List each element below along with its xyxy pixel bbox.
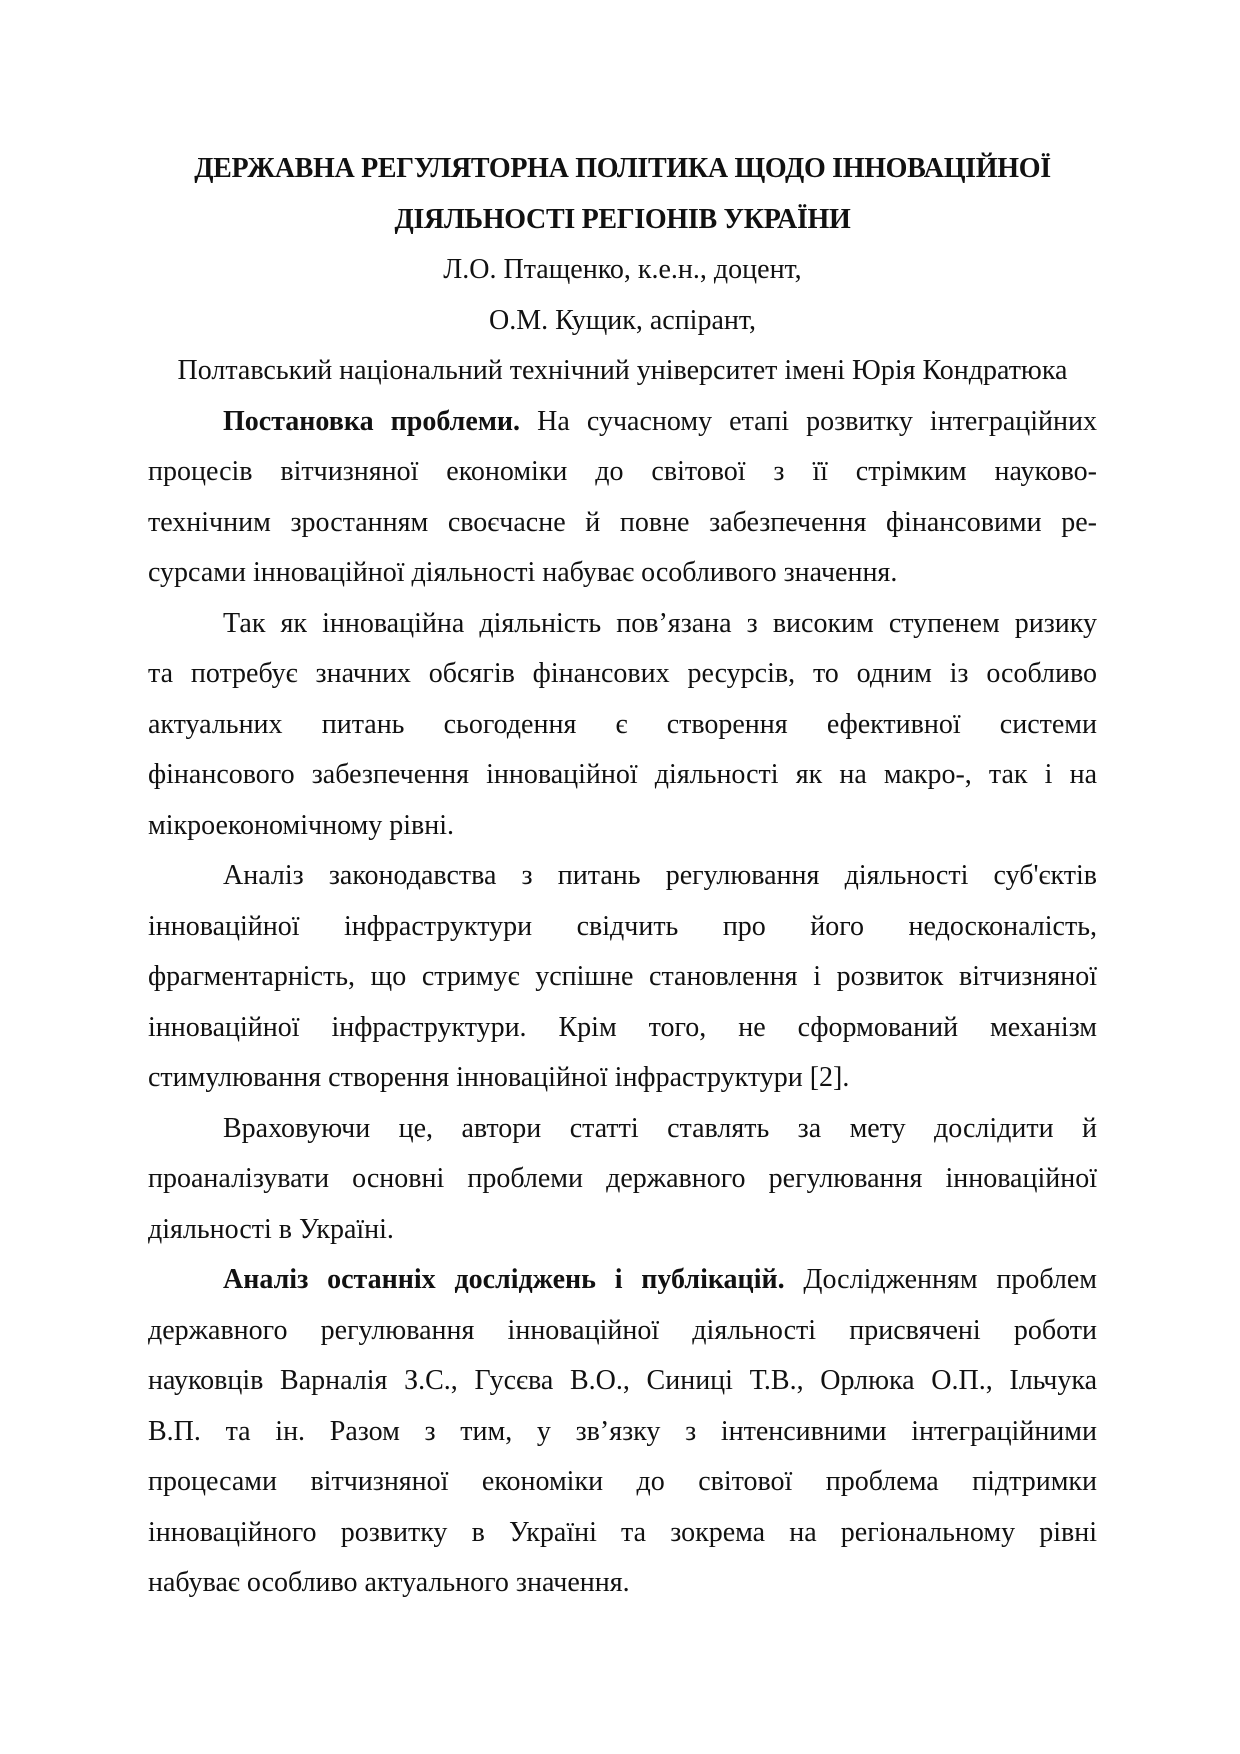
text-line [148, 1154, 1097, 1205]
text-line [148, 1457, 1097, 1508]
paragraph [148, 397, 1097, 599]
text-line [148, 1306, 1097, 1357]
line-text: актуальних питань сьогодення є створення ефективної системи [148, 708, 1097, 740]
paragraph [148, 1104, 1097, 1256]
line-text: інноваційного розвитку в Україні та зокрема на регіональному рівні [148, 1516, 1097, 1548]
text-line [148, 1508, 1097, 1559]
text-line [148, 397, 1097, 448]
author-1: Л.О. Птащенко, к.е.н., доцент, [443, 254, 802, 285]
text-line [148, 1104, 1097, 1155]
line-text: процесами вітчизняної економіки до світової проблема підтримки [148, 1466, 1097, 1497]
text-line [148, 599, 1097, 650]
author-2: О.М. Кущик, аспірант, [489, 304, 756, 336]
text-line [148, 952, 1097, 1003]
line-text: процесів вітчизняної економіки до світової з її стрімким науково- [148, 456, 1097, 487]
text-line [148, 1003, 1097, 1054]
line-text: сурсами інноваційної діяльності набуває особливого значення. [148, 557, 898, 588]
affiliation: Полтавський національний технічний університет імені Юрія Кондратюка [177, 355, 1068, 386]
paragraph-heading: Аналіз останніх досліджень і публікацій. [223, 1264, 785, 1295]
text-line [148, 649, 1097, 700]
line-text: науковців Варналія З.С., Гусєва В.О., Синиці Т.В., Орлюка О.П., Ільчука [148, 1365, 1097, 1396]
paragraph [148, 599, 1097, 852]
line-text: Так як інноваційна діяльність пов’язана з високим ступенем ризику [223, 607, 1097, 639]
text-line [148, 801, 1097, 852]
text-line [148, 1356, 1097, 1407]
text-line [148, 1407, 1097, 1458]
text-line [148, 851, 1097, 902]
line-text: Дослідженням проблем [784, 1264, 1097, 1295]
text-line [148, 1205, 1097, 1256]
line-text: мікроекономічному рівні. [148, 809, 455, 841]
text-line [148, 700, 1097, 751]
document-page [148, 144, 1097, 1609]
body-text [148, 397, 1097, 1609]
line-text: діяльності в Україні. [148, 1213, 394, 1245]
line-text: На сучасному етапі розвитку інтеграційних [520, 405, 1097, 437]
line-text: проаналізувати основні проблеми державного регулювання інноваційної [148, 1163, 1097, 1194]
line-text: набуває особливо актуального значення. [148, 1567, 630, 1598]
line-text: фрагментарність, що стримує успішне становлення і розвиток вітчизняної [148, 961, 1097, 992]
title-line-1: ДЕРЖАВНА РЕГУЛЯТОРНА ПОЛІТИКА ЩОДО ІННОВАЦІЙНОЇ [194, 153, 1051, 184]
line-text: інноваційної інфраструктури свідчить про його недосконалість, [148, 910, 1097, 942]
line-text: інноваційної інфраструктури. Крім того, не сформований механізм [148, 1011, 1097, 1043]
text-line [148, 498, 1097, 549]
line-text: стимулювання створення інноваційної інфраструктури [2]. [148, 1062, 850, 1093]
line-text: фінансового забезпечення інноваційної діяльності як на макро-, так і на [148, 759, 1097, 790]
line-text: Враховуючи це, автори статті ставлять за мету дослідити й [223, 1112, 1097, 1144]
line-text: В.П. та ін. Разом з тим, у зв’язку з інтенсивними інтеграційними [148, 1415, 1097, 1447]
text-line [148, 1255, 1097, 1306]
text-line [148, 447, 1097, 498]
text-line [148, 750, 1097, 801]
text-line [148, 548, 1097, 599]
text-line [148, 1558, 1097, 1609]
title-line-2: ДІЯЛЬНОСТІ РЕГІОНІВ УКРАЇНИ [394, 203, 851, 235]
line-text: технічним зростанням своєчасне й повне забезпечення фінансовими ре- [148, 506, 1097, 538]
paragraph [148, 851, 1097, 1104]
line-text: Аналіз законодавства з питань регулювання діяльності суб'єктів [223, 860, 1097, 891]
line-text: державного регулювання інноваційної діяльності присвячені роботи [148, 1314, 1097, 1346]
text-line [148, 1053, 1097, 1104]
text-line [148, 902, 1097, 953]
paragraph-heading: Постановка проблеми. [223, 405, 521, 437]
paragraph [148, 1255, 1097, 1609]
line-text: та потребує значних обсягів фінансових ресурсів, то одним із особливо [148, 658, 1097, 689]
